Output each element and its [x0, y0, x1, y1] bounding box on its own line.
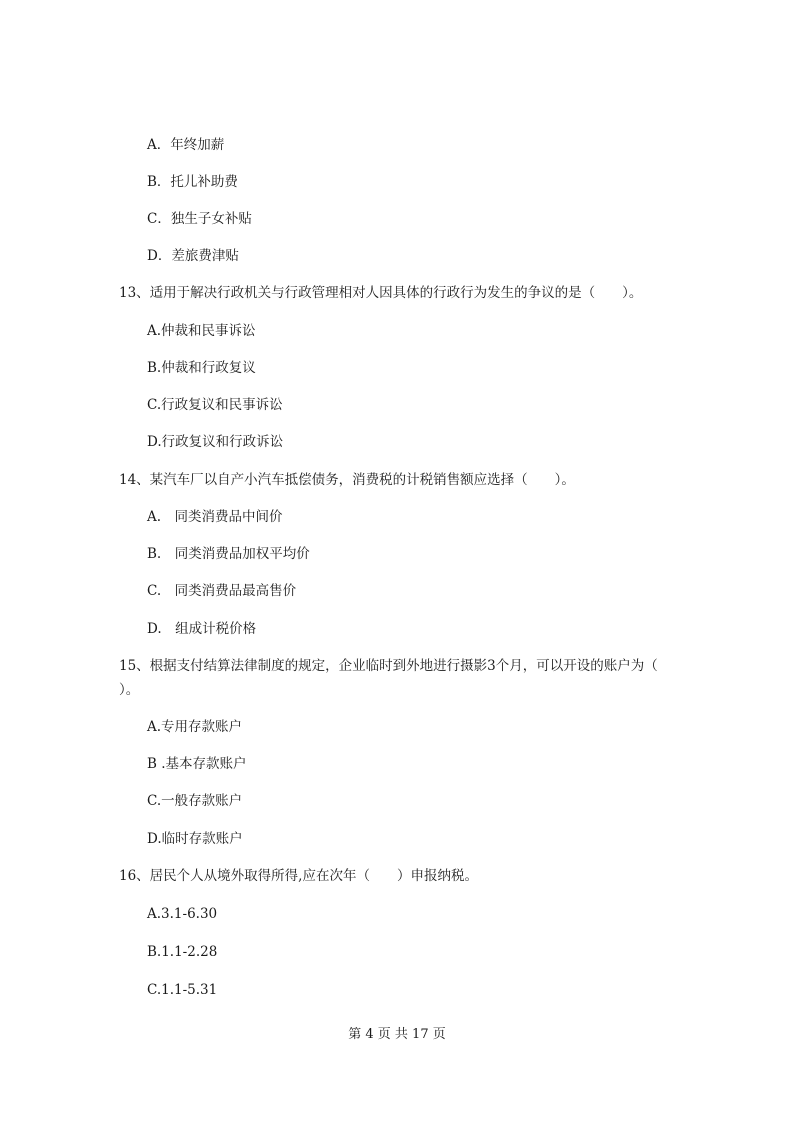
q13-option-c: C.行政复议和民事诉讼: [147, 397, 283, 413]
q13-option-b: B.仲裁和行政复议: [147, 360, 256, 376]
q15-option-a: A.专用存款账户: [147, 719, 243, 735]
q15-option-d: D.临时存款账户: [147, 831, 243, 847]
q15-option-b: B .基本存款账户: [147, 756, 247, 772]
option-a: A．年终加薪: [147, 137, 225, 153]
q16-option-b: B.1.1-2.28: [147, 944, 218, 960]
q16-option-a: A.3.1-6.30: [147, 906, 218, 922]
option-d: D．差旅费津贴: [147, 248, 239, 264]
q14-option-c: C. 同类消费品最高售价: [147, 583, 297, 599]
option-c: C．独生子女补贴: [147, 211, 252, 227]
q14-option-d: D. 组成计税价格: [147, 621, 257, 637]
question-14: 14、某汽车厂以自产小汽车抵偿债务，消费税的计税销售额应选择（ ）。: [119, 472, 575, 488]
q13-option-a: A.仲裁和民事诉讼: [147, 323, 256, 339]
question-15-line2: ）。: [119, 682, 140, 698]
q16-option-c: C.1.1-5.31: [147, 982, 218, 998]
q15-option-c: C.一般存款账户: [147, 793, 243, 809]
q13-option-d: D.行政复议和行政诉讼: [147, 434, 284, 450]
question-16: 16、居民个人从境外取得所得,应在次年（ ）申报纳税。: [119, 868, 478, 884]
question-15-line1: 15、根据支付结算法律制度的规定，企业临时到外地进行摄影3个月，可以开设的账户为（: [119, 658, 658, 674]
option-b: B．托儿补助费: [147, 174, 238, 190]
q14-option-a: A. 同类消费品中间价: [147, 509, 283, 525]
q14-option-b: B. 同类消费品加权平均价: [147, 546, 310, 562]
page-footer: 第 4 页 共 17 页: [348, 1027, 446, 1042]
question-13: 13、适用于解决行政机关与行政管理相对人因具体的行政行为发生的争议的是（ ）。: [119, 285, 643, 301]
